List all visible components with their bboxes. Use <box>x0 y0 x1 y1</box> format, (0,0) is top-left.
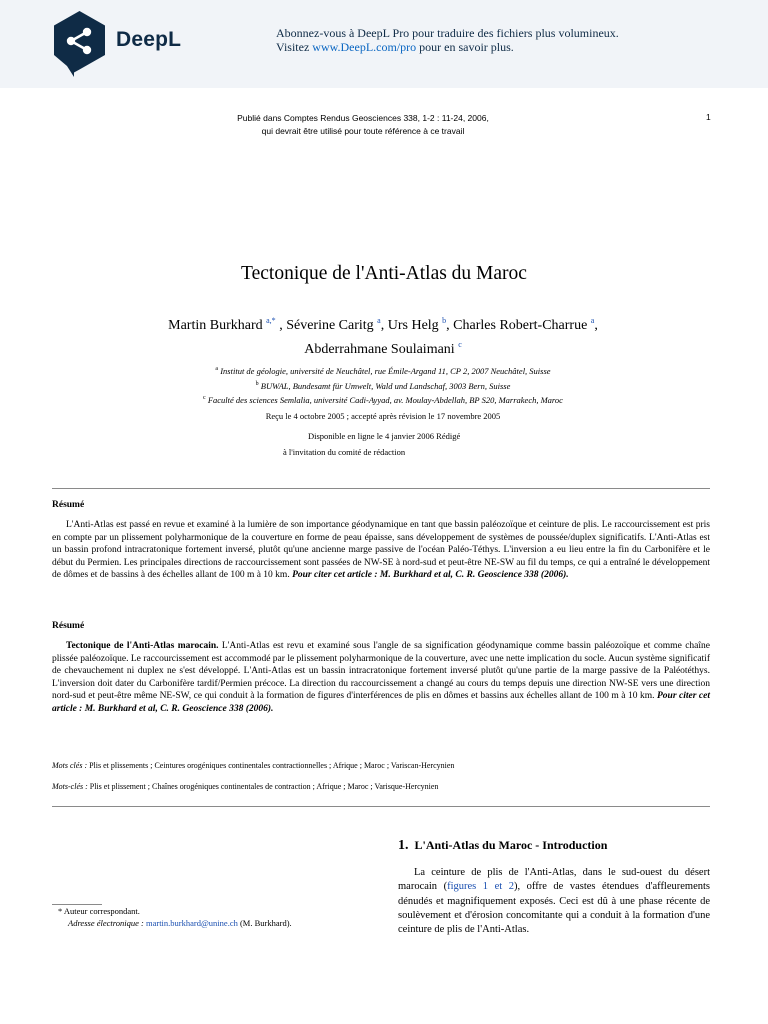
promo-suffix: pour en savoir plus. <box>416 40 514 54</box>
promo-prefix: Visitez <box>276 40 313 54</box>
section-text-after: ), offre de vastes étendues d'affleurements dénudés et magnifiquement exposés. Ceci est dû à une phase récente de soulèvement et d'érosion concomitante qui a conduit à la formation d'une ceinture de plis de l'Anti-Atlas. <box>398 881 711 936</box>
affiliation-mark: a <box>215 366 219 372</box>
abstract-text-2: L'Anti-Atlas est revu et examiné sous l'angle de sa signification géodynamique comme bassin paléozoïque et comme chaîne plissée paléozoïque. Le raccourcissement est accommodé par le plissement polyharmonique de la couverture, avec une nette implication du socle. Aucun système significatif de chevauchement ni duplex ne s'est développé. L'Anti-Atlas est un bassin intracratonique fortement inversé plutôt qu'une partie de la marge passive de la Paléotéthys. L'inversion doit dater du Carbonifère tardif/Permien précoce. La direction du raccourcissement a changé au cours du temps depuis une direction NW-SE vers une direction nord-sud et peut-être même NE-SW, ce qui conduit à la formation de figures d'interférences de plis en dômes et bassins aux échelles allant de 100 m à 10 km. <box>52 641 710 702</box>
affiliation-a <box>100 363 666 378</box>
deepl-logo-icon <box>52 11 107 77</box>
author-name: Charles Robert-Charrue <box>453 318 588 333</box>
keywords-line-2 <box>52 782 438 791</box>
keywords-line-1 <box>52 761 454 770</box>
author-name: Martin Burkhard <box>168 318 263 333</box>
footnote-email <box>68 918 292 928</box>
promo-text <box>276 26 619 54</box>
author-separator: , <box>380 318 388 333</box>
author-separator: , <box>594 318 598 333</box>
publication-line-1: Publié dans Comptes Rendus Geosciences 338, 1-2 : 11-24, 2006, <box>237 113 489 123</box>
received-date: Reçu le 4 octobre 2005 ; accepté après révision le 17 novembre 2005 <box>265 411 501 421</box>
keywords-text-2: Plis et plissement ; Chaînes orogéniques continentales de contraction ; Afrique ; Maroc ; Varisque-Hercynien <box>87 782 439 791</box>
footnote-rule <box>52 904 102 905</box>
figures-link[interactable]: figures 1 et 2 <box>447 881 514 893</box>
affiliation-c <box>100 392 666 407</box>
abstract-paragraph <box>52 519 710 582</box>
abstract-heading-2: Résumé <box>52 621 85 631</box>
promo-line-2 <box>276 40 619 54</box>
affiliation-text: Institut de géologie, université de Neuchâtel, rue Émile-Argand 11, CP 2, 2007 Neuchâtel, Suisse <box>220 366 551 376</box>
affiliation-text: Faculté des sciences Semlalia, université Cadi-Ayyad, av. Moulay-Abdellah, BP S20, Marrakech, Maroc <box>207 395 563 405</box>
abstract-lead: Tectonique de l'Anti-Atlas marocain. <box>66 641 219 651</box>
section-title: L'Anti-Atlas du Maroc - Introduction <box>414 838 608 852</box>
author-affiliation-mark: a <box>377 316 381 325</box>
email-suffix: (M. Burkhard). <box>237 918 292 928</box>
abstract-text: L'Anti-Atlas est passé en revue et examiné à la lumière de son importance géodynamique en tant que bassin paléozoïque et ceinture de plis. Le raccourcissement est pris en compte par un plissement polyharmonique de la couverture en forme de peau épaisse, sans développement de systèmes de poussée/duplex significatifs. L'Anti-Atlas est un bassin profond intracratonique fortement inversé, plutôt qu'une ancienne marge passive de l'océan Paléo-Téthys. L'inversion a eu lieu entre la fin du Carbonifère et le début du Permien. Les principales directions de raccourcissement sont passées de NW-SE à nord-sud et peut-être NE-SW au fil du temps, ce qui a entraîné le développement de dômes et de bassins à des échelles allant de 100 m à 10 km. <box>52 520 710 581</box>
section-number: 1. <box>398 838 409 853</box>
section-paragraph <box>398 866 710 937</box>
page-number: 1 <box>706 112 711 122</box>
publication-info <box>180 112 546 138</box>
abstract-paragraph-2 <box>52 640 710 716</box>
abstract-heading: Résumé <box>52 500 85 510</box>
abstract-citation: Pour citer cet article : M. Burkhard et al, C. R. Geoscience 338 (2006). <box>292 570 569 581</box>
affiliations <box>100 363 666 407</box>
online-date: Disponible en ligne le 4 janvier 2006 Rédigé <box>308 431 461 441</box>
footnote-corresponding-author: * Auteur correspondant. <box>58 906 140 916</box>
author-list <box>100 311 666 359</box>
author-affiliation-mark: a,* <box>266 316 276 325</box>
author-name: Abderrahmane Soulaimani <box>304 342 455 357</box>
author-affiliation-mark: a <box>590 316 595 325</box>
promo-line-1: Abonnez-vous à DeepL Pro pour traduire des fichiers plus volumineux. <box>276 26 619 40</box>
email-link[interactable]: martin.burkhard@unine.ch <box>145 918 238 928</box>
invitation-note: à l'invitation du comité de rédaction <box>283 447 406 457</box>
divider-top <box>52 488 710 489</box>
section-heading <box>398 838 607 854</box>
abstract-citation-2: Pour citer cet article : M. Burkhard et al, C. R. Geoscience 338 (2006). <box>52 691 711 714</box>
affiliation-mark: c <box>203 395 206 401</box>
article-title: Tectonique de l'Anti-Atlas du Maroc <box>241 263 527 284</box>
author-affiliation-mark: b <box>442 316 447 325</box>
author-name: Urs Helg <box>387 318 439 333</box>
publication-line-2: qui devrait être utilisé pour toute référence à ce travail <box>261 126 465 136</box>
deepl-pro-link[interactable]: www.DeepL.com/pro <box>312 40 417 54</box>
author-name: Séverine Caritg <box>286 318 374 333</box>
author-separator: , <box>275 318 287 333</box>
divider-bottom <box>52 806 710 807</box>
author-separator: , <box>446 318 454 333</box>
deepl-banner <box>0 0 768 88</box>
affiliation-mark: b <box>255 380 259 387</box>
keywords-text: Plis et plissements ; Ceintures orogéniques continentales contractionnelles ; Afrique ; Maroc ; Variscan-Hercynien <box>87 761 455 770</box>
affiliation-text: BUWAL, Bundesamt für Umwelt, Wald und Landschaf, 3003 Bern, Suisse <box>260 380 511 391</box>
affiliation-b <box>100 378 666 393</box>
deepl-logo-text: DeepL <box>116 28 182 51</box>
keywords-label-2: Mots-clés : <box>52 782 88 791</box>
section-text-before: La ceinture de plis de l'Anti-Atlas, dans le sud-ouest du désert marocain ( <box>398 867 710 893</box>
keywords-label: Mots clés : <box>52 761 88 770</box>
deepl-logo[interactable] <box>52 11 182 77</box>
author-affiliation-mark: c <box>458 340 462 349</box>
email-label: Adresse électronique : <box>68 918 144 928</box>
